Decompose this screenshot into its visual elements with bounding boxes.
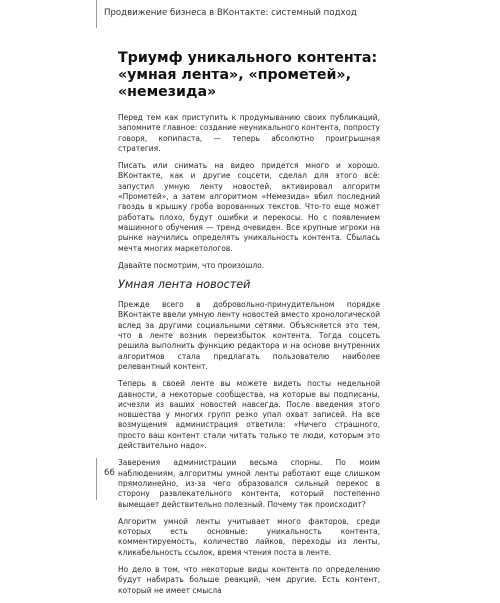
running-head: Продвижение бизнеса в ВКонтакте: системный подход xyxy=(104,8,357,18)
paragraph: Писать или снимать на видео придется много и хорошо. ВКонтакте, как и другие соцсети, сделал для этого всё: запустил умную ленту новостей, активировал алгоритм «Прометей», а затем алгоритмом «Немезида» вбил последний гвоздь в крышку гроба ворованных текстов. Что-то еще может работать плохо, будут ошибки и перекосы. Но с появлением машинного обучения — тренд очевиден. Все крупные игроки на рынке научились определять уникальность контента. Сбылась мечта многих маркетологов. xyxy=(118,161,380,253)
paragraph: Теперь в своей ленте вы можете видеть посты недельной давности, а некоторые сообщества, на которые вы подписаны, исчезли из ваших новостей навсегда. После введения этого новшества у многих групп резко упал охват записей. На все возмущения администрация ответила: «Ничего страшного, просто ваш контент стали читать только те люди, которым это действительно надо». xyxy=(118,379,380,451)
margin-rule-bottom xyxy=(96,458,97,500)
paragraph: Давайте посмотрим, что произошло. xyxy=(118,260,265,270)
margin-rule-top xyxy=(96,0,97,28)
page-content xyxy=(118,50,380,603)
paragraph: Заверения администрации весьма спорны. По моим наблюдениям, алгоритмы умной ленты работают еще слишком прямолинейно, из-за чего образовался сильный перекос в сторону развлекательного контента, который постепенно вымещает действительно полезный. Почему так происходит? xyxy=(118,458,380,509)
paragraph: Перед тем как приступить к продумыванию своих публикаций, запомните главное: создание неуникального контента, попросту говоря, копипаста, — теперь абсолютно проигрышная стратегия. xyxy=(118,113,380,153)
page-number: 66 xyxy=(104,468,115,478)
section-title: Триумф уникального контента: «умная лента», «прометей», «немезида» xyxy=(118,50,378,100)
paragraph: Но дело в том, что некоторые виды контента по определению будут набирать больше реакций, чем другие. Есть контент, который не имеет смысла xyxy=(118,564,380,595)
paragraph: Прежде всего в добровольно-принудительном порядке ВКонтакте ввели умную ленту новостей вместо хронологической вслед за другими социальными сетями. Объясняется это тем, что в ленте возник переизбыток контента. Тогда соцсеть решила выполнить функцию редактора и на основе внутренних алгоритмов стала предлагать пользователю наиболее релевантный контент. xyxy=(118,300,380,371)
paragraph: Алгоритм умной ленты учитывает много факторов, среди которых есть основные: уникальность контента, комментируемость, количество лайков, переходы из ленты, кликабельность ссылок, время чтения поста в ленте. xyxy=(118,516,380,557)
subsection-heading: Умная лента новостей xyxy=(118,278,251,292)
